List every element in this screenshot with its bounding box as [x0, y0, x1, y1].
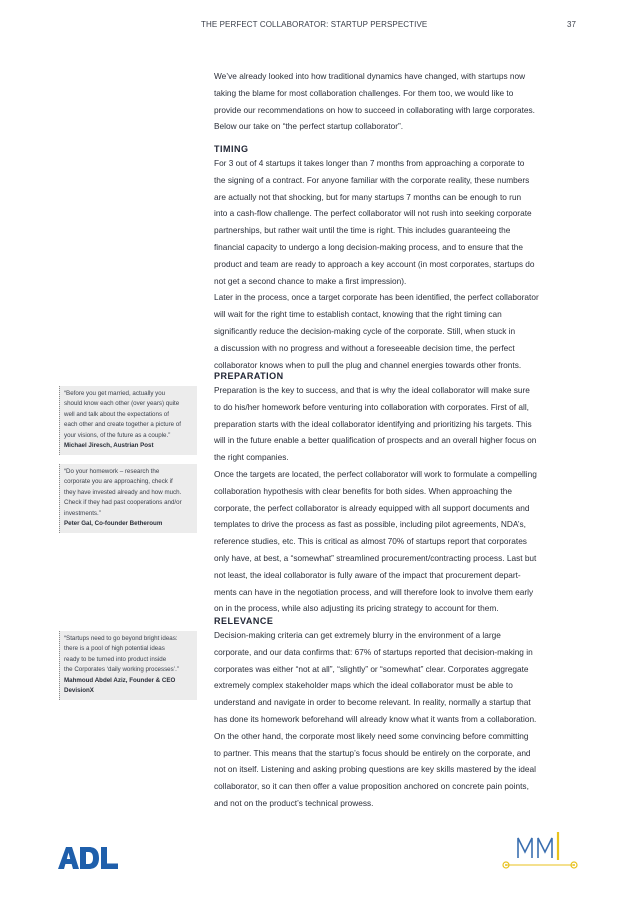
quote-line: “Startups need to go beyond bright ideas: [64, 635, 178, 642]
mm-logo-icon [502, 826, 580, 870]
timing-line: not get a second chance to make a first impression). [214, 275, 407, 286]
relevance-heading: RELEVANCE [214, 616, 274, 626]
preparation-line: only have, at best, a “somewhat” streamlined procurement/contracting process. Last but [214, 552, 537, 563]
preparation-line: preparation starts with the ideal collaborator identifying and prioritizing his targets. This [214, 418, 532, 429]
intro-line: provide our recommendations on how to succeed in collaborating with large corporates. [214, 104, 535, 115]
timing-line: the signing of a contract. For anyone familiar with the corporate reality, these numbers [214, 174, 530, 185]
timing-line: For 3 out of 4 startups it takes longer than 7 months from approaching a corporate to [214, 158, 525, 168]
preparation-line: collaboration hypothesis with clear benefits for both sides. When approaching the [214, 485, 512, 496]
timing-line: a discussion with no progress and without a foreseeable decision time, the perfect [214, 342, 515, 353]
intro-line: taking the blame for most collaboration challenges. For them too, we would like to [214, 87, 514, 98]
relevance-line: Decision-making criteria can get extremely blurry in the environment of a large [214, 630, 501, 640]
timing-line: will wait for the right time to establish contact, knowing that the right timing can [214, 309, 502, 320]
quote-line: ready to be turned into product inside [64, 655, 167, 663]
preparation-line: will in the future enable a better qualification of prospects and an overall higher focus on [214, 435, 537, 446]
preparation-line: Once the targets are located, the perfect collaborator will work to formulate a compelling [214, 468, 537, 479]
quote-line: investments.” [64, 509, 101, 517]
relevance-line: and not on the product’s technical prowess. [214, 797, 374, 808]
quote-line: “Do your homework – research the [64, 468, 160, 475]
relevance-line: corporate, and our data confirms that: 67% of startups reported that decision-making in [214, 646, 533, 657]
preparation-line: not least, the ideal collaborator is fully aware of the impact that procurement depart- [214, 569, 521, 580]
quote-line: corporate you are approaching, check if [64, 478, 173, 486]
relevance-line: not on itself. Listening and asking probing questions are key skills mastered by the ideal [214, 764, 536, 775]
quote-line: each other and create together a picture of [64, 421, 181, 429]
preparation-body [214, 382, 584, 617]
relevance-line: to partner. This means that the startup’s focus should be entirely on the corporate, and [214, 747, 531, 758]
preparation-heading: PREPARATION [214, 371, 284, 381]
quote-box [59, 464, 197, 533]
timing-line: Later in the process, once a target corporate has been identified, the perfect collaborator [214, 292, 539, 303]
timing-line: into a cash-flow challenge. The perfect collaborator will not rush into seeking corporate [214, 208, 532, 219]
quote-author: Mahmoud Abdel Aziz, Founder & CEO [64, 676, 176, 684]
relevance-line: understand and navigate in order to become relevant. In reality, normally a startup that [214, 697, 531, 708]
preparation-line: reference studies, etc. This is critical as almost 70% of startups report that corporates [214, 536, 527, 547]
quote-line: Check if they had past cooperations and/or [64, 499, 182, 507]
page-number: 37 [567, 20, 576, 29]
timing-line: significantly reduce the decision-making cycle of the corporate. Still, when stuck in [214, 325, 516, 336]
quote-line: there is a pool of high potential ideas [64, 645, 165, 653]
timing-line: partnerships, but rather wait until the time is right. This includes guaranteeing the [214, 225, 511, 236]
preparation-line: to do his/her homework before venturing into collaboration with corporates. First of all, [214, 401, 529, 412]
quote-line: “Before you get married, actually you [64, 390, 166, 397]
intro-line: We’ve already looked into how traditional dynamics have changed, with startups now [214, 71, 526, 81]
adl-logo-icon [58, 847, 120, 869]
timing-body [214, 155, 584, 373]
timing-line: product and team are ready to approach a key account (in most corporates, startups do [214, 258, 535, 269]
timing-heading: TIMING [214, 144, 249, 154]
timing-line: collaborator knows when to pull the plug and channel energies towards other fronts. [214, 359, 522, 370]
timing-line: are actually not that shocking, but for many startups 7 months can be enough to run [214, 191, 522, 202]
intro-paragraph [214, 68, 584, 135]
relevance-line: collaborator, so it can then offer a value proposition anchored on concrete pain points, [214, 781, 529, 792]
quote-author: DevisionX [64, 687, 94, 695]
quote-line: they have invested already and how much. [64, 488, 182, 496]
timing-line: financial capacity to undergo a long decision-making process, and to ensure that the [214, 241, 524, 252]
quote-box [59, 631, 197, 700]
quote-author: Peter Gal, Co-founder Betheroum [64, 520, 163, 528]
intro-line: Below our take on “the perfect startup collaborator”. [214, 121, 404, 132]
quote-line: well and talk about the expectations of [64, 410, 169, 418]
relevance-line: extremely complex stakeholder maps which the ideal collaborator must be able to [214, 680, 513, 691]
adl-logo [58, 847, 120, 874]
quote-line: the Corporates ‘daily working processes’.” [64, 666, 179, 674]
preparation-line: corporate, the perfect collaborator is already equipped with all support documents and [214, 502, 530, 513]
preparation-line: Preparation is the key to success, and that is why the ideal collaborator will make sure [214, 385, 530, 395]
quote-line: your visions, of the future as a couple.” [64, 431, 171, 439]
quote-box [59, 386, 197, 455]
relevance-line: corporates was either “not at all”, “slightly” or “somewhat” clear. Corporates aggregate [214, 663, 529, 674]
preparation-line: on in the process, while also adjusting its pricing strategy to account for them. [214, 603, 499, 614]
quote-author: Michael Jiresch, Austrian Post [64, 442, 154, 450]
header-title: THE PERFECT COLLABORATOR: STARTUP PERSPECTIVE [201, 20, 428, 29]
mm-logo [502, 826, 580, 875]
relevance-body [214, 627, 584, 812]
relevance-line: has done its homework beforehand will already know what it wants from a collaboration. [214, 713, 537, 724]
preparation-line: the right companies. [214, 452, 289, 463]
preparation-line: ments can have in the negotiation process, and will therefore look to involve them early [214, 586, 534, 597]
preparation-line: templates to drive the process as fast as possible, including pilot agreements, NDA’s, [214, 519, 526, 530]
quote-line: should know each other (over years) quite [64, 400, 180, 408]
relevance-line: On the other hand, the corporate most likely need some convincing before committing [214, 730, 529, 741]
